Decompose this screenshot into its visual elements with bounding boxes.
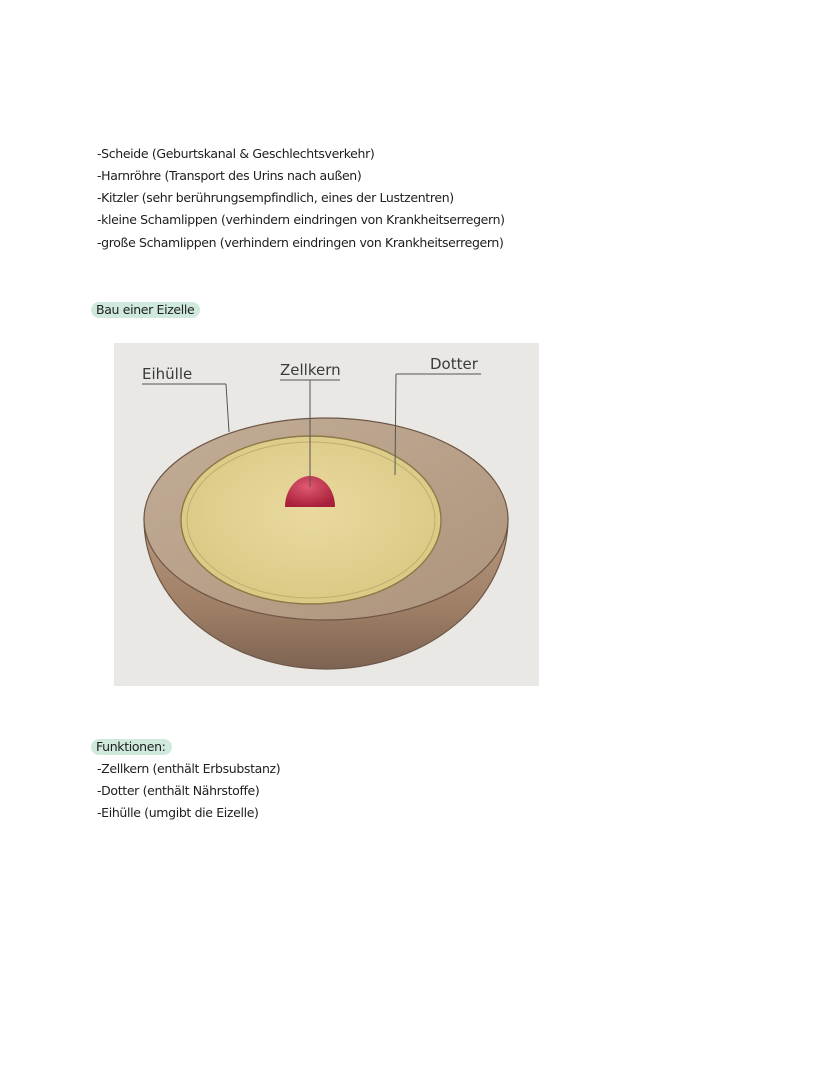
section-heading-egg-structure: Bau einer Eizelle [91, 302, 200, 318]
label-yolk: Dotter [430, 355, 478, 373]
list-item-kleine-schamlippen: -kleine Schamlippen (verhindern eindringen von Krankheitserregern) [97, 212, 505, 227]
function-item-zellkern: -Zellkern (enthält Erbsubstanz) [97, 761, 281, 776]
egg-cell-diagram [114, 343, 539, 686]
yolk-area [181, 436, 441, 604]
list-item-kitzler: -Kitzler (sehr berührungsempfindlich, eines der Lustzentren) [97, 190, 454, 205]
list-item-grosse-schamlippen: -große Schamlippen (verhindern eindringen von Krankheitserregern) [97, 235, 504, 250]
label-nucleus: Zellkern [280, 361, 341, 379]
label-membrane: Eihülle [142, 365, 193, 383]
list-item-harnroehre: -Harnröhre (Transport des Urins nach außen) [97, 168, 362, 183]
function-item-eihuelle: -Eihülle (umgibt die Eizelle) [97, 805, 259, 820]
egg-cell-svg [114, 343, 539, 686]
list-item-scheide: -Scheide (Geburtskanal & Geschlechtsverkehr) [97, 146, 375, 161]
section-heading-functions: Funktionen: [91, 739, 172, 755]
function-item-dotter: -Dotter (enthält Nährstoffe) [97, 783, 260, 798]
